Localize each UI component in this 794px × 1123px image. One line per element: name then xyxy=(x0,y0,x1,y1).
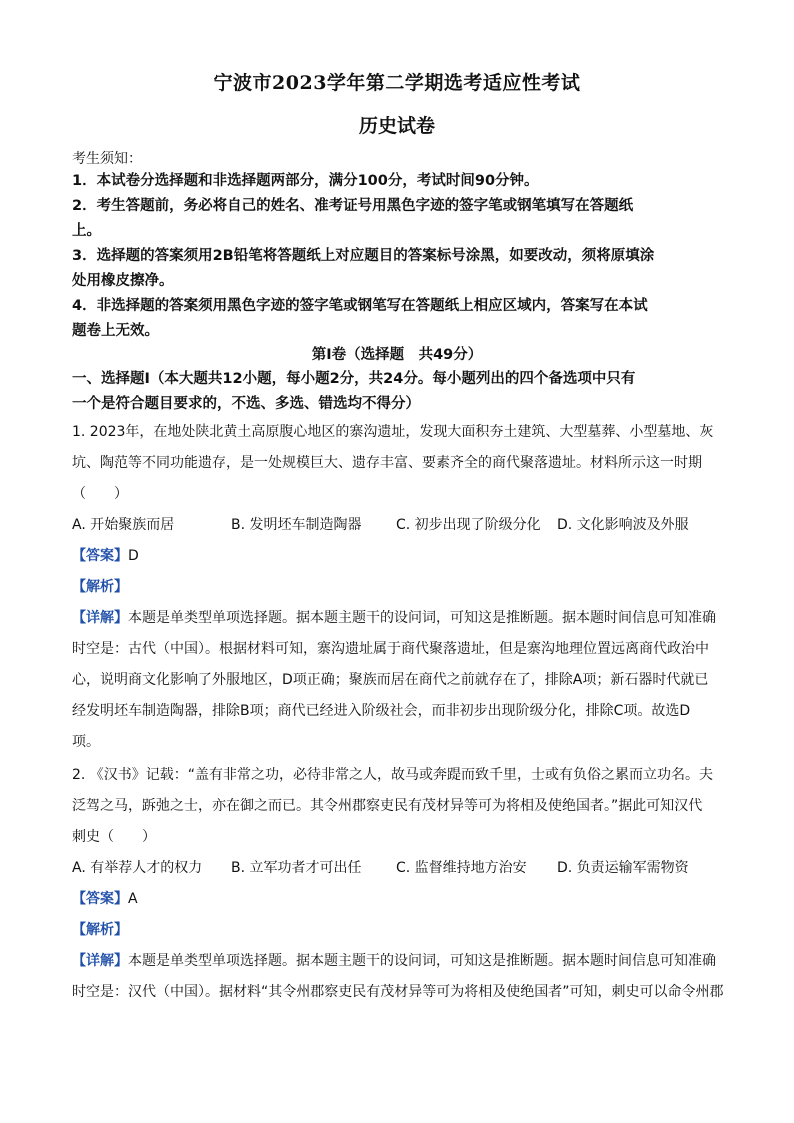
answer-value: D xyxy=(128,548,139,564)
question-2-option-b: B. 立军功者才可出任 xyxy=(231,860,362,876)
question-2-stem-line: 刺史（ ） xyxy=(72,829,156,845)
question-1-analysis xyxy=(72,577,732,597)
notice-line: 1．本试卷分选择题和非选择题两部分，满分100分，考试时间90分钟。 xyxy=(72,173,539,189)
notice-line: 题卷上无效。 xyxy=(72,323,159,339)
part-instruction-line: 一、选择题Ⅰ（本大题共12小题，每小题2分，共24分。每小题列出的四个备选项中只有 xyxy=(72,371,636,387)
question-1-option-d: D. 文化影响波及外服 xyxy=(557,517,689,533)
part-instruction-line: 一个是符合题目要求的，不选、多选、错选均不得分） xyxy=(72,396,420,412)
notice-line: 3．选择题的答案须用2B铅笔将答题纸上对应题目的答案标号涂黑，如要改动，须将原填涂 xyxy=(72,248,655,264)
question-2-answer xyxy=(72,889,732,909)
section-title: 第Ⅰ卷（选择题 共49分） xyxy=(311,347,483,363)
detail-tag: 【详解】 xyxy=(72,953,128,969)
answer-tag: 【答案】 xyxy=(72,891,128,907)
exam-title: 宁波市2023学年第二学期选考适应性考试 xyxy=(213,72,581,94)
question-1-option-a: A. 开始聚族而居 xyxy=(72,517,175,533)
detail-text: 本题是单类型单项选择题。据本题主题干的设问词，可知这是推断题。据本题时间信息可知准确 xyxy=(128,610,716,626)
question-1-detail-line: 心，说明商文化影响了外服地区，D项正确；聚族而居在商代之前就存在了，排除A项；新石器时代就已 xyxy=(72,672,709,688)
notice-line: 上。 xyxy=(72,223,101,239)
detail-tag: 【详解】 xyxy=(72,610,128,626)
analysis-tag: 【解析】 xyxy=(72,922,128,938)
notice-line: 4．非选择题的答案须用黑色字迹的签字笔或钢笔写在答题纸上相应区域内，答案写在本试 xyxy=(72,298,648,314)
notice-line: 2．考生答题前，务必将自己的姓名、准考证号用黑色字迹的签字笔或钢笔填写在答题纸 xyxy=(72,198,634,214)
notice-heading: 考生须知： xyxy=(72,151,142,167)
question-2-detail-line: 时空是：汉代（中国）。据材料“其令州郡察吏民有茂材异等可为将相及使绝国者”可知，刺史可以命令州郡 xyxy=(72,984,724,1000)
question-1-stem-line: 坑、陶范等不同功能遗存，是一处规模巨大、遗存丰富、要素齐全的商代聚落遗址。材料所示这一时期 xyxy=(72,455,702,471)
question-1-detail-line: 时空是：古代（中国）。根据材料可知，寨沟遗址属于商代聚落遗址，但是寨沟地理位置远离商代政治中 xyxy=(72,641,709,657)
exam-subtitle: 历史试卷 xyxy=(358,115,435,137)
question-2-option-c: C. 监督维持地方治安 xyxy=(396,860,527,876)
question-2-option-a: A. 有举荐人才的权力 xyxy=(72,860,203,876)
question-1-option-c: C. 初步出现了阶级分化 xyxy=(396,517,541,533)
question-2-detail-line xyxy=(72,951,732,971)
question-1-option-b: B. 发明坯车制造陶器 xyxy=(231,517,362,533)
analysis-tag: 【解析】 xyxy=(72,579,128,595)
answer-value: A xyxy=(128,891,138,907)
question-2-option-d: D. 负责运输军需物资 xyxy=(557,860,689,876)
question-2-analysis xyxy=(72,920,732,940)
detail-text: 本题是单类型单项选择题。据本题主题干的设问词，可知这是推断题。据本题时间信息可知准确 xyxy=(128,953,716,969)
answer-tag: 【答案】 xyxy=(72,548,128,564)
question-1-stem-line: （ ） xyxy=(72,486,128,502)
question-1-stem-line: 1. 2023年，在地处陕北黄土高原腹心地区的寨沟遗址，发现大面积夯土建筑、大型墓葬、小型墓地、灰 xyxy=(72,424,714,440)
question-1-detail-line: 项。 xyxy=(72,734,100,750)
question-2-stem-line: 泛驾之马，跅弛之士，亦在御之而已。其令州郡察吏民有茂材异等可为将相及使绝国者。”据此可知汉代 xyxy=(72,798,703,814)
notice-line: 处用橡皮擦净。 xyxy=(72,273,174,289)
question-1-detail-line xyxy=(72,608,732,628)
question-1-detail-line: 经发明坯车制造陶器，排除B项；商代已经进入阶级社会，而非初步出现阶级分化，排除C项。故选D xyxy=(72,703,691,719)
question-2-stem-line: 2. 《汉书》记载：“盖有非常之功，必待非常之人，故马或奔踶而致千里，士或有负俗之累而立功名。夫 xyxy=(72,767,714,783)
question-1-answer xyxy=(72,546,732,566)
